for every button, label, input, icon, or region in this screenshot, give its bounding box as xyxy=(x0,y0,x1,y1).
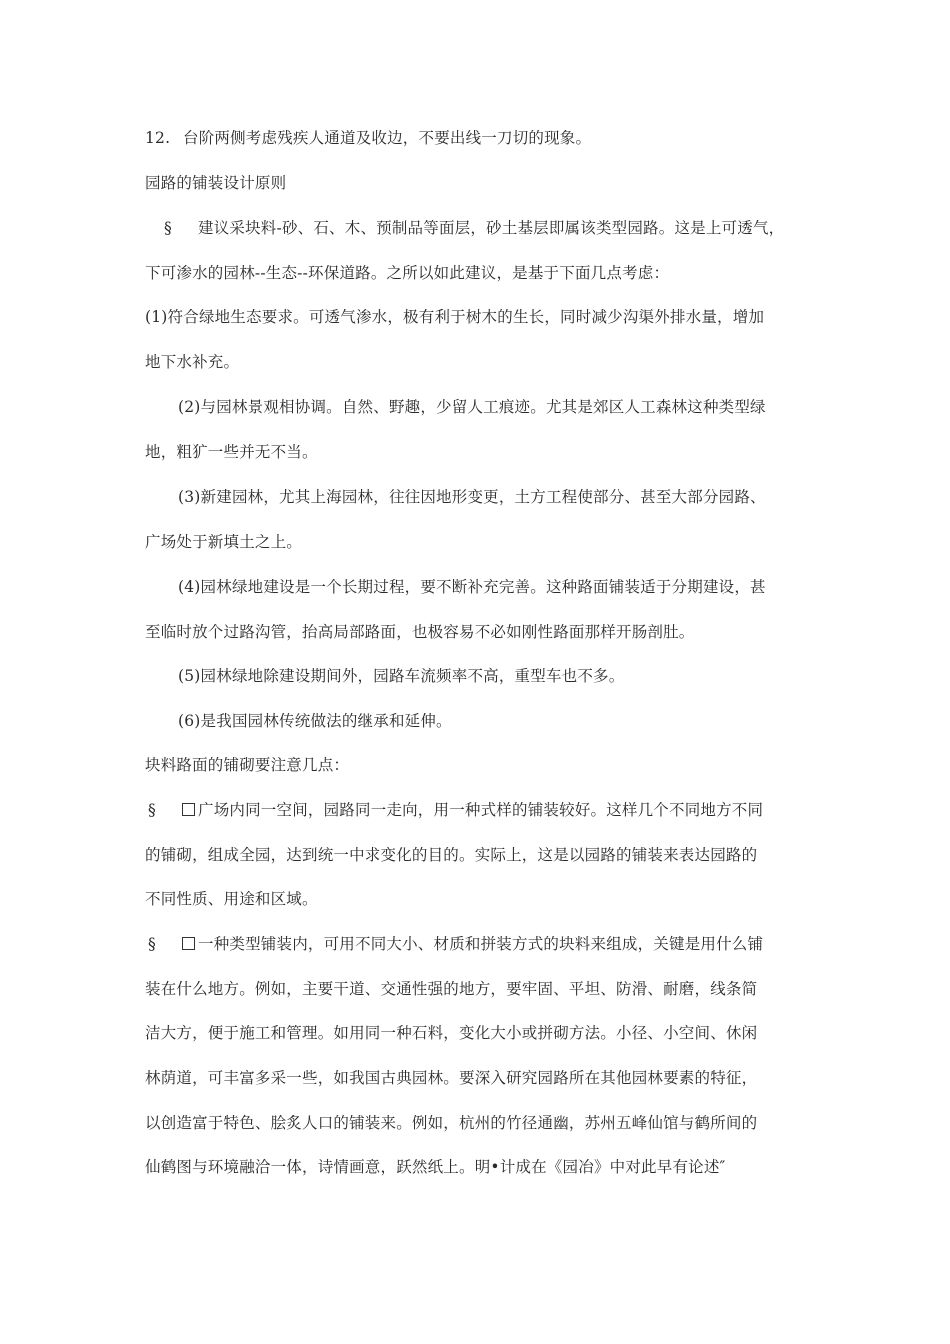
point-6: (6)是我国园林传统做法的继承和延伸。 xyxy=(178,712,452,730)
point-1-line-2: 地下水补充。 xyxy=(145,353,240,371)
section-symbol: § xyxy=(148,935,156,953)
section-heading-paving-principles: 园路的铺装设计原则 xyxy=(145,174,287,192)
bullet-2-line-1 xyxy=(148,934,763,954)
point-4-line-2: 至临时放个过路沟管，抬高局部路面，也极容易不必如刚性路面那样开肠剖肚。 xyxy=(145,623,695,641)
bullet-2-line-2: 装在什么地方。例如，主要干道、交通性强的地方，要牢固、平坦、防滑、耐磨，线条简 xyxy=(145,980,758,998)
point-4-line-1: (4)园林绿地建设是一个长期过程，要不断补充完善。这种路面铺装适于分期建设，甚 xyxy=(178,578,766,596)
bullet-text: 广场内同一空间，园路同一走向，用一种式样的铺装较好。这样几个不同地方不同 xyxy=(198,801,764,819)
section-symbol: § xyxy=(164,219,172,237)
bullet-2-line-5: 以创造富于特色、脍炙人口的铺装来。例如，杭州的竹径通幽，苏州五峰仙馆与鹤所间的 xyxy=(145,1114,758,1132)
item-number: 12. xyxy=(145,129,171,147)
bullet-1-line-3: 不同性质、用途和区域。 xyxy=(145,890,318,908)
bullet-1-line-1 xyxy=(148,800,763,820)
paragraph-line xyxy=(164,218,784,238)
bullet-2-line-3: 洁大方，便于施工和管理。如用同一种石料，变化大小或拼砌方法。小径、小空间、休闲 xyxy=(145,1024,758,1042)
checkbox-square-icon xyxy=(182,937,195,950)
checkbox-square-icon xyxy=(182,803,195,816)
point-1-line-1: (1)符合绿地生态要求。可透气渗水，极有利于树木的生长，同时减少沟渠外排水量，增加 xyxy=(145,308,765,326)
bullet-2-line-4: 林荫道，可丰富多采一些，如我国古典园林。要深入研究园路所在其他园林要素的特征， xyxy=(145,1069,758,1087)
point-3-line-1: (3)新建园林，尤其上海园林，往往因地形变更，土方工程使部分、甚至大部分园路、 xyxy=(178,488,766,506)
item-12 xyxy=(145,128,591,148)
point-2-line-1: (2)与园林景观相协调。自然、野趣，少留人工痕迹。尤其是郊区人工森林这种类型绿 xyxy=(178,398,766,416)
point-2-line-2: 地，粗犷一些并无不当。 xyxy=(145,443,318,461)
section-heading-paving-notes: 块料路面的铺砌要注意几点： xyxy=(145,756,350,774)
point-3-line-2: 广场处于新填土之上。 xyxy=(145,533,303,551)
point-5: (5)园林绿地除建设期间外，园路车流频率不高，重型车也不多。 xyxy=(178,667,625,685)
paragraph-text: 建议采块料-砂、石、木、预制品等面层，砂土基层即属该类型园路。这是上可透气， xyxy=(198,219,785,237)
section-symbol: § xyxy=(148,801,156,819)
bullet-text: 一种类型铺装内，可用不同大小、材质和拼装方式的块料来组成，关键是用什么铺 xyxy=(198,935,764,953)
bullet-1-line-2: 的铺砌，组成全园，达到统一中求变化的目的。实际上，这是以园路的铺装来表达园路的 xyxy=(145,846,758,864)
paragraph-line: 下可渗水的园林--生态--环保道路。之所以如此建议，是基于下面几点考虑： xyxy=(145,264,670,282)
item-text: 台阶两侧考虑残疾人通道及收边，不要出线一刀切的现象。 xyxy=(183,129,592,147)
bullet-2-line-6: 仙鹤图与环境融洽一体，诗情画意，跃然纸上。明•计成在《园冶》中对此早有论述″ xyxy=(145,1158,726,1176)
